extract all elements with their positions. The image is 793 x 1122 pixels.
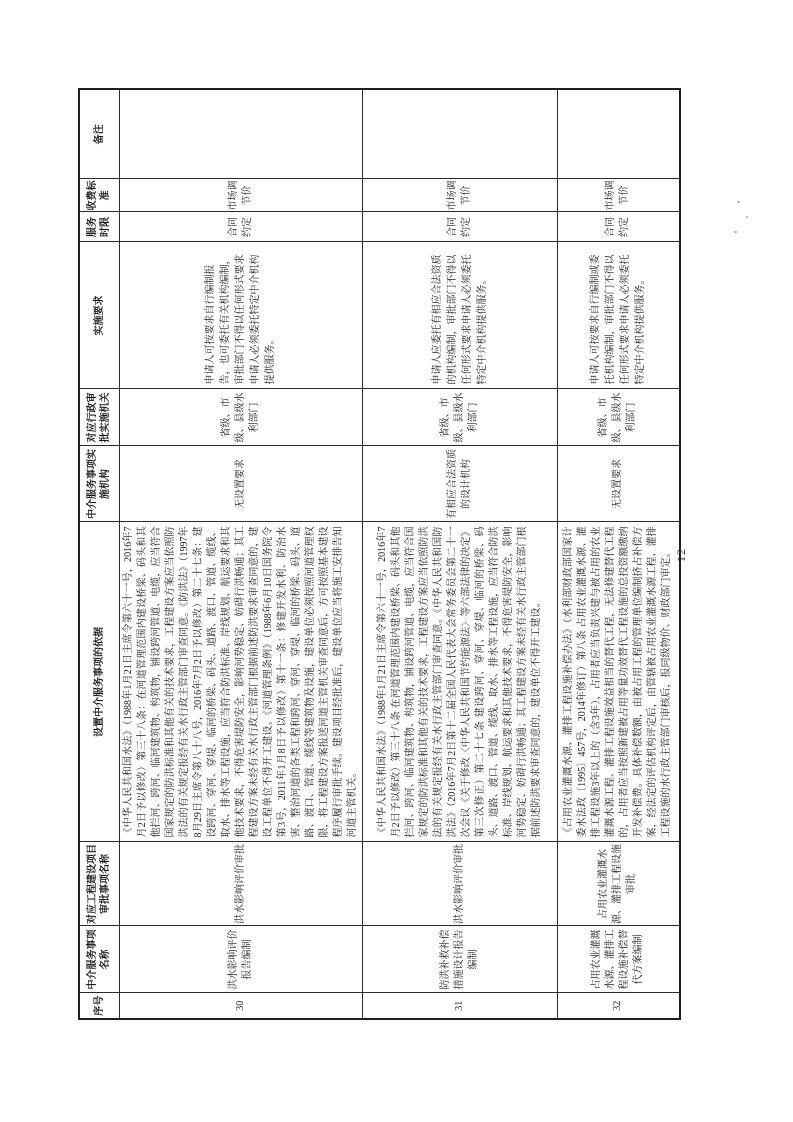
cell-agency-32: 无设置要求 bbox=[557, 446, 680, 522]
header-remark: 备注 bbox=[79, 89, 119, 179]
cell-serial-32: 32 bbox=[557, 993, 680, 1019]
cell-authority-32: 省级、市级、县级水利部门 bbox=[557, 389, 680, 446]
header-authority: 对应行政审批实施机关 bbox=[79, 389, 119, 446]
table-row-30 bbox=[119, 89, 362, 1019]
cell-service-name-31: 防洪补救补偿措施设计报告编制 bbox=[362, 926, 557, 993]
cell-authority-30: 省级、市级、县级水利部门 bbox=[119, 389, 362, 446]
cell-requirement-32: 申请人可按要求自行编制或委托机构编制，审批部门不得以任何形式要求申请人必须委托特定中介机构提供服务。 bbox=[557, 242, 680, 389]
intermediary-services-table bbox=[78, 88, 681, 1020]
scan-speck bbox=[734, 231, 737, 233]
header-row bbox=[79, 89, 119, 1019]
cell-approval-item-32: 占用农业灌溉水源、灌排工程设施审批 bbox=[557, 842, 680, 926]
cell-time-limit-32: 合同约定 bbox=[557, 212, 680, 242]
cell-remark-31 bbox=[362, 89, 557, 179]
page-number: 12 bbox=[674, 548, 688, 562]
header-basis: 设置中介服务事项的依据 bbox=[79, 522, 119, 842]
header-agency: 中介服务事项实施机构 bbox=[79, 446, 119, 522]
cell-service-name-30: 洪水影响评价报告编制 bbox=[119, 926, 362, 993]
cell-fee-32: 市场调节价 bbox=[557, 179, 680, 212]
cell-approval-item-30: 洪水影响评价审批 bbox=[119, 842, 362, 926]
cell-authority-31: 省级、市级、县级水利部门 bbox=[362, 389, 557, 446]
cell-requirement-31: 申请人应委托有相应合法资质的机构编制，审批部门不得以任何形式要求申请人必须委托特定中介机构提供服务。 bbox=[362, 242, 557, 389]
cell-service-name-32: 占用农业灌溉水源、灌排工程设施补偿替代方案编制 bbox=[557, 926, 680, 993]
cell-time-limit-30: 合同约定 bbox=[119, 212, 362, 242]
cell-fee-30: 市场调节价 bbox=[119, 179, 362, 212]
header-time-limit: 服务时限 bbox=[79, 212, 119, 242]
cell-serial-31: 31 bbox=[362, 993, 557, 1019]
cell-basis-30: 《中华人民共和国水法》（1988年1月21日主席令第六十一号，2016年7月2日予以修改）第三十八条：在河道管理范围内建设桥梁、码头和其他拦河、跨河、临河建筑物、构筑物，铺设跨河管道、电缆，应当符合国家规定的防洪标准和其他有关的技术要求，工程建设方案应当依照防洪法的有关规定报经有关水行政主管部门审查同意。《防洪法》（1997年8月29日主席令第八十八号，2016年7月2日予以修改）第二十七条：建设跨河、穿河、穿堤、临河的桥梁、码头、道路、渡口、管道、缆线、取水、排水等工程设施，应当符合防洪标准、岸线规划、航运要求和其他技术要求，不得危害堤防安全，影响河势稳定、妨碍行洪畅通；其工程建设方案未经有关水行政主管部门根据前述防洪要求审查同意的，建设工程单位不得开工建设。《河道管理条例》（1988年6月10日国务院令第3号，2011年1月8日予以修改）第十一条：修建开发水利、防治水害、整治河道的各类工程和跨河、穿河、穿堤、临河的桥梁、码头、道路、渡口、管道、缆线等建筑物及设施，建设单位必须按照河道管理权限，将工程建设方案报送河道主管机关审查同意后，方可按照基本建设程序履行审批手续。建设项目经批准后，建设单位应当将施工安排告知河道主管机关。 bbox=[119, 522, 362, 842]
rotated-table-container bbox=[78, 90, 688, 1020]
scan-speck bbox=[737, 201, 740, 203]
cell-basis-31: 《中华人民共和国水法》（1988年1月21日主席令第六十一号，2016年7月2日予以修改）第三十八条 在河道管理范围内建设桥梁、码头和其他拦河、跨河、临河建筑物、构筑物，铺设跨河管道、电缆，应当符合国家规定的防洪标准和其他有关的技术要求，工程建设方案应当依照防洪法的有关规定报经有关水行政主管部门审查同意。《中华人民共和国防洪法》（2016年7月2日第十二届全国人民代表大会常务委员会第二十一次会议《关于修改〈中华人民共和国节约能源法〉等六部法律的决定》第三次修正）第二十七条 建设跨河、穿河、穿堤、临河的桥梁、码头、道路、渡口、管道、缆线、取水、排水等工程设施，应当符合防洪标准、岸线规划、航运要求和其他技术要求，不得危害堤防安全，影响河势稳定、妨碍行洪畅通；其工程建设方案未经有关水行政主管部门根据前述防洪要求审查同意的，建设单位不得开工建设。 bbox=[362, 522, 557, 842]
cell-fee-31: 市场调节价 bbox=[362, 179, 557, 212]
header-approval-item: 对应工程建设项目审批事项名称 bbox=[79, 842, 119, 926]
table-row-32 bbox=[557, 89, 680, 1019]
cell-remark-32 bbox=[557, 89, 680, 179]
cell-serial-30: 30 bbox=[119, 993, 362, 1019]
scan-speck bbox=[746, 216, 748, 218]
header-fee: 收费标准 bbox=[79, 179, 119, 212]
cell-requirement-30: 申请人可按要求自行编制报告，也可委托有关机构编制，审批部门不得以任何形式要求申请人必须委托特定中介机构提供服务。 bbox=[119, 242, 362, 389]
cell-remark-30 bbox=[119, 89, 362, 179]
header-service-name: 中介服务事项名称 bbox=[79, 926, 119, 993]
cell-basis-32: 《占用农业灌溉水源、灌排工程设施补偿办法》（水利部财政部国家计委水法政〔1995〕457号，2014年修订）第八条 占用农业灌溉水源、灌排工程设施3年以上的（含3年），占用者应当负责兴建与被占用的农业灌溉水源工程、灌排工程设施效益相当的替代工程，无法修建替代工程的，占用者应当按照新建被占用等量功效替代工程设施的总投资额缴纳开发补偿费。具体补偿数额，由被占用工程的管理单位编制挤占补偿方案，经法定的评估机构评定后，由管辖被占用农业灌溉水源工程、灌排工程设施的水行政主管部门审核后，报同级物价、财政部门审定。 bbox=[557, 522, 680, 842]
table-row-31 bbox=[362, 89, 557, 1019]
header-requirement: 实施要求 bbox=[79, 242, 119, 389]
cell-approval-item-31: 洪水影响评价审批 bbox=[362, 842, 557, 926]
cell-agency-31: 有相应合法资质的设计机构 bbox=[362, 446, 557, 522]
cell-agency-30: 无设置要求 bbox=[119, 446, 362, 522]
header-serial: 序号 bbox=[79, 993, 119, 1019]
cell-time-limit-31: 合同约定 bbox=[362, 212, 557, 242]
